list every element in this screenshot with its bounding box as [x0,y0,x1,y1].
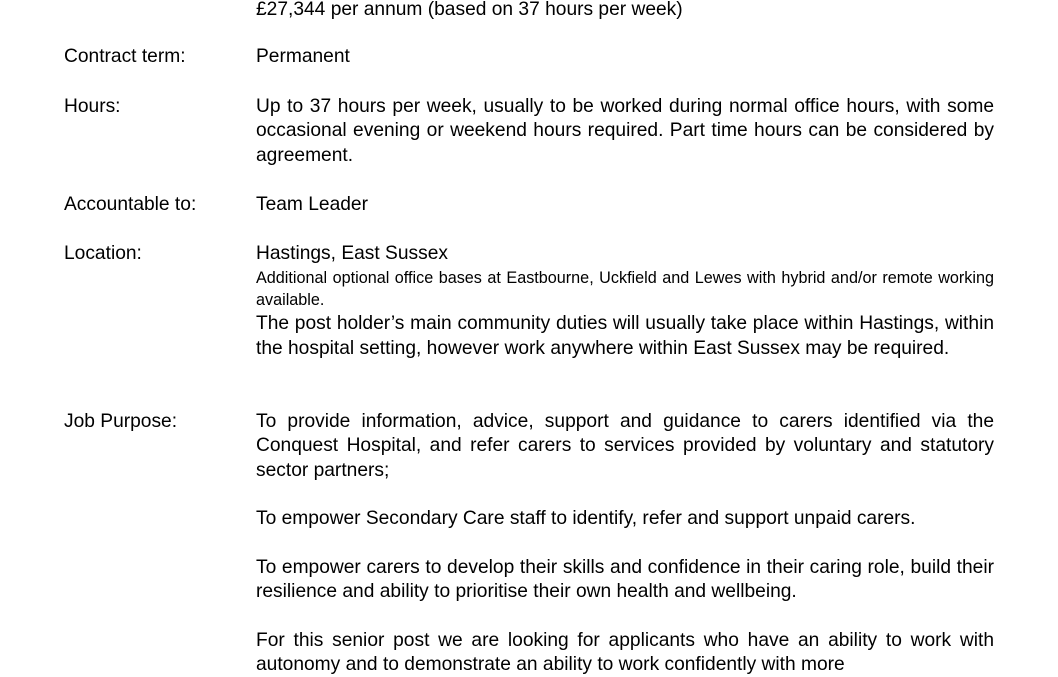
job-purpose-label: Job Purpose: [64,411,178,432]
location-note: Additional optional office bases at Eastbourne, Uckfield and Lewes with hybrid and/or remote working available. [256,269,994,310]
location-label: Location: [64,243,142,264]
job-purpose-paragraph: To provide information, advice, support and guidance to carers identified via the Conquest Hospital, and refer carers to services provided by voluntary and statutory sector partners; [256,411,994,481]
contract-term-value: Permanent [256,46,350,67]
hours-value: Up to 37 hours per week, usually to be worked during normal office hours, with some occasional evening or weekend hours required. Part time hours can be considered by agreement. [256,96,994,166]
job-purpose-paragraph: To empower carers to develop their skills and confidence in their caring role, build their resilience and ability to prioritise their own health and wellbeing. [256,556,994,603]
accountable-to-value: Team Leader [256,194,368,215]
location-content [256,242,994,361]
location-detail: The post holder’s main community duties will usually take place within Hastings, within the hospital setting, however work anywhere within East Sussex may be required. [256,313,994,359]
job-purpose-paragraph: To empower Secondary Care staff to identify, refer and support unpaid carers. [256,508,916,530]
contract-term-label: Contract term: [64,46,186,67]
job-purpose-content [256,410,994,677]
salary-value: £27,344 per annum (based on 37 hours per week) [256,0,683,20]
location-value: Hastings, East Sussex [256,243,448,264]
hours-label: Hours: [64,96,121,117]
accountable-to-label: Accountable to: [64,194,197,215]
job-purpose-paragraph: For this senior post we are looking for applicants who have an ability to work with autonomy and to demonstrate an ability to work confidently with more [256,629,994,675]
